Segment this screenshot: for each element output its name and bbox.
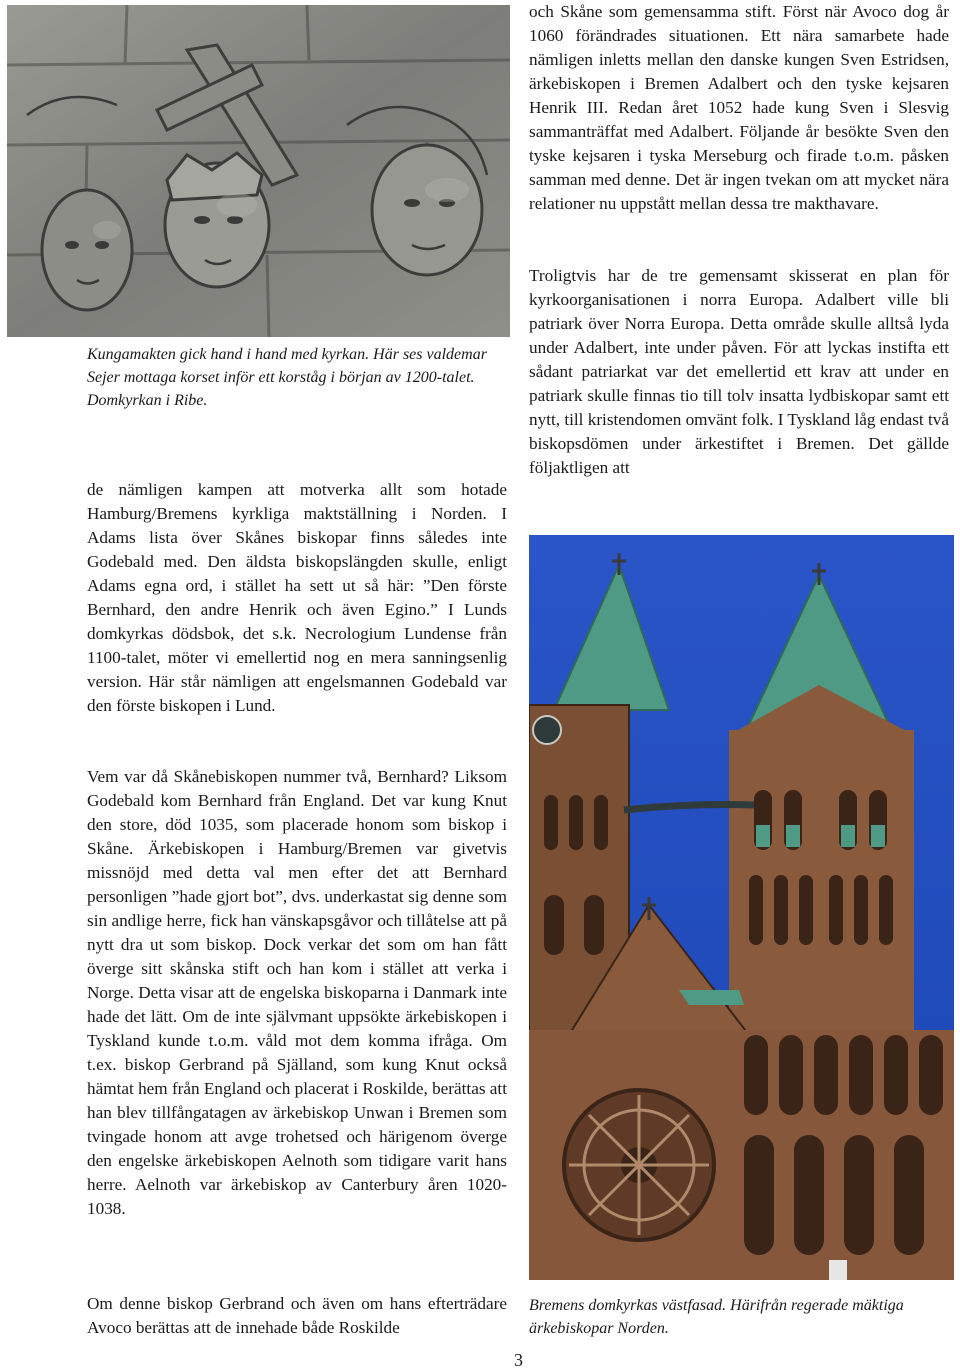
- cathedral-caption: Bremens domkyrkas västfasad. Härifrån regerade mäktiga ärkebiskopar Norden.: [529, 1297, 904, 1337]
- page-number: 3: [514, 1350, 523, 1370]
- right-paragraph-2: Troligtvis har de tre gemensamt skisserat en plan för kyrkoorganisationen i norra Europa. Adalbert ville bli patriark över Norra Europa. Detta område skulle alltså lyda under Adalbert, inte under påven. För att lyckas instifta ett sådant patriarkat var det emellertid ett krav att under en patriark skulle finnas tio till tolv insatta lydbiskopar samt ett nytt, till kristendomen omvänt folk. I Tyskland låg endast två biskopsdömen under ärkestiftet i Bremen. Det gällde följaktligen att: [529, 266, 949, 477]
- cathedral-illustration: [529, 535, 954, 1280]
- left-paragraph-2: Vem var då Skånebiskopen nummer två, Bernhard? Liksom Godebald kom Bernhard från England. Det var kung Knut den store, död 1035, som placerade honom som biskop i Skåne. Ärkebiskopen i Hamburg/Bremen var givetvis missnöjd med detta val men efter det att Bernhard personligen ”hade gjort bot”, dvs. underkastat sig denne som sin andlige herre, fick han vänskapsgåvor och tillåtelse att på nytt dra ut som biskop. Dock verkar det som om han fått överge sitt skånska stift och han kom i stället att verka i Norge. Detta visar att de engelska biskoparna i Danmark inte hade det lätt. Om de inte självmant uppsökte ärkebiskopen i Tyskland kunde t.o.m. våld mot dem komma ifråga. Om t.ex. biskop Gerbrand på Själland, som kung Knut också hämtat hem från England och placerat i Roskilde, berättas att han blev tillfångatagen av ärkebiskop Unwan i Bremen som tvingade honom att avge trohetsed och härigenom överge den engelske ärkebiskopen Aelnoth som tidigare varit hans herre. Aelnoth var ärkebiskop av Canterbury åren 1020-1038.: [87, 767, 507, 1218]
- left-paragraph-1: de nämligen kampen att motverka allt som hotade Hamburg/Bremens kyrkliga maktställning i Norden. I Adams lista över Skånes biskopar finns således inte Godebald med. Den äldsta biskopslängden skulle, enligt Adams egna ord, i stället ha sett ut så här: ”Den förste Bernhard, den andre Henrik och även Egino.” I Lunds domkyrkas dödsbok, det s.k. Necrologium Lundense från 1100-talet, möter vi emellertid nog en mera sanningsenlig version. Här står nämligen att engelsmannen Godebald var den förste biskopen i Lund.: [87, 480, 507, 715]
- right-paragraph-1: och Skåne som gemensamma stift. Först när Avoco dog år 1060 förändrades situationen. Ett nära samarbete hade nämligen inletts mellan den danske kungen Sven Estridsen, ärkebiskopen i Bremen Adalbert och den tyske kejsaren Henrik III. Redan året 1052 hade kung Sven i Slesvig sammanträffat med Adalbert. Följande år besökte Sven den tyske kejsaren i tyska Merseburg och firade t.o.m. påsken samman med denne. Det är ingen tvekan om att mycket nära relationer nu uppstått mellan dessa tre makthavare.: [529, 2, 949, 213]
- relief-illustration: [7, 5, 510, 337]
- relief-caption: Kungamakten gick hand i hand med kyrkan. Här ses valdemar Sejer mottaga korset inför ett korståg i början av 1200-talet. Domkyrkan i Ribe.: [87, 346, 487, 409]
- cathedral-photo: [529, 535, 954, 1280]
- left-paragraph-3: Om denne biskop Gerbrand och även om hans efterträdare Avoco berättas att de innehade både Roskilde: [87, 1294, 507, 1337]
- relief-photo: [7, 5, 510, 337]
